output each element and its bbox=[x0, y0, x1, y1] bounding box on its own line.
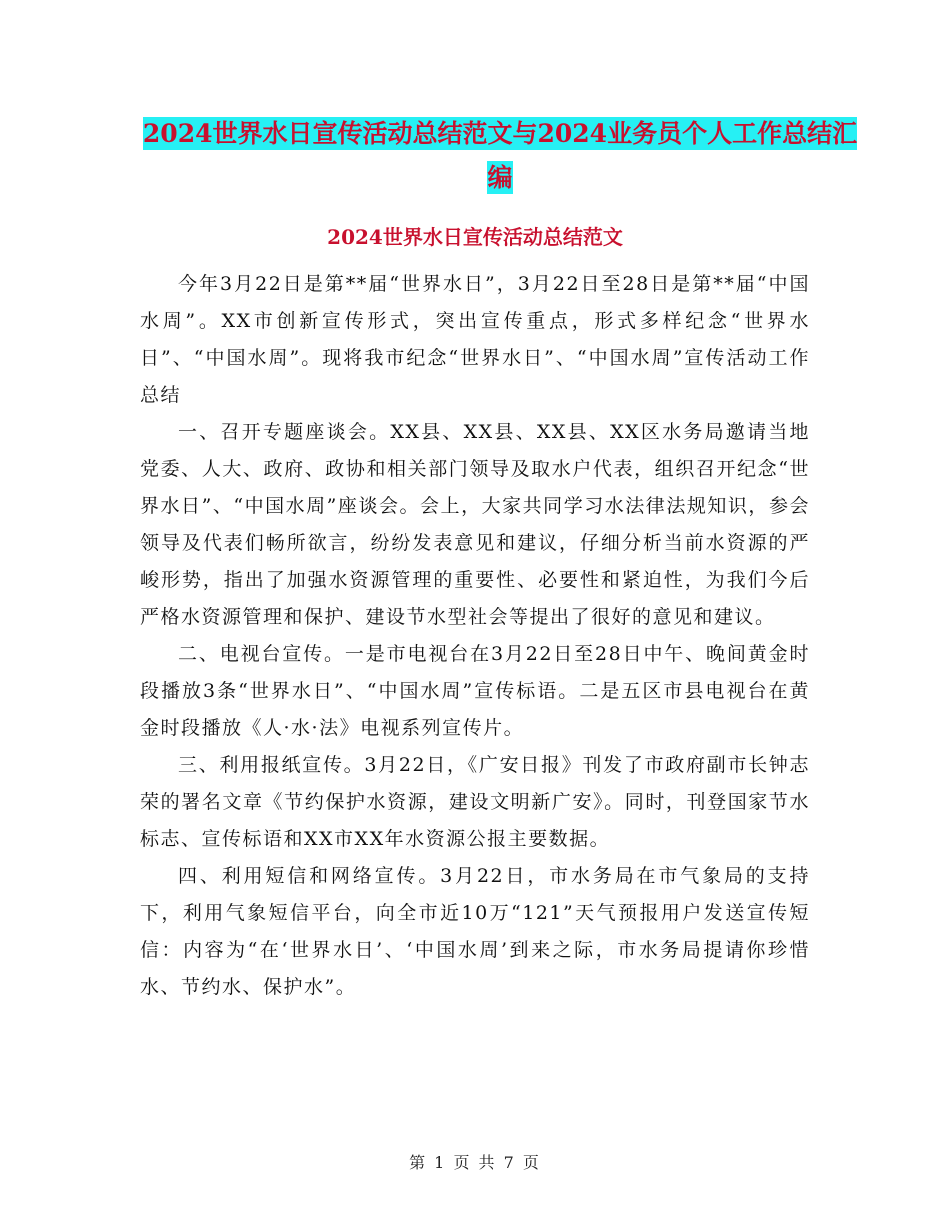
section-title: 2024世界水日宣传活动总结范文 bbox=[327, 225, 623, 249]
paragraph-intro: 今年3月22日是第**届“世界水日”，3月22日至28日是第**届“中国水周”。XX市创新宣传形式，突出宣传重点，形式多样纪念“世界水日”、“中国水周”。现将我市纪念“世界水日”、“中国水周”宣传活动工作总结 bbox=[140, 273, 810, 406]
document-title-text: 2024世界水日宣传活动总结范文与2024业务员个人工作总结汇编 bbox=[142, 119, 858, 192]
paragraph-newspaper: 三、利用报纸宣传。3月22日，《广安日报》刊发了市政府副市长钟志荣的署名文章《节约保护水资源，建设文明新广安》。同时，刊登国家节水标志、宣传标语和XX市XX年水资源公报主要数据。 bbox=[140, 754, 810, 850]
paragraph-tv: 二、电视台宣传。一是市电视台在3月22日至28日中午、晚间黄金时段播放3条“世界水日”、“中国水周”宣传标语。二是五区市县电视台在黄金时段播放《人·水·法》电视系列宣传片。 bbox=[140, 643, 810, 739]
page-footer: 第 1 页 共 7 页 bbox=[409, 1153, 541, 1172]
paragraph-symposium: 一、召开专题座谈会。XX县、XX县、XX县、XX区水务局邀请当地党委、人大、政府、政协和相关部门领导及取水户代表，组织召开纪念“世界水日”、“中国水周”座谈会。会上，大家共同学习水法律法规知识，参会领导及代表们畅所欲言，纷纷发表意见和建议，仔细分析当前水资源的严峻形势，指出了加强水资源管理的重要性、必要性和紧迫性，为我们今后严格水资源管理和保护、建设节水型社会等提出了很好的意见和建议。 bbox=[140, 421, 810, 628]
document-body bbox=[140, 266, 810, 1006]
paragraph-sms-internet: 四、利用短信和网络宣传。3月22日，市水务局在市气象局的支持下，利用气象短信平台，向全市近10万“121”天气预报用户发送宣传短信：内容为“在‘世界水日’、‘中国水周’到来之际，市水务局提请你珍惜水、节约水、保护水”。 bbox=[140, 865, 810, 998]
document-title bbox=[140, 112, 860, 200]
